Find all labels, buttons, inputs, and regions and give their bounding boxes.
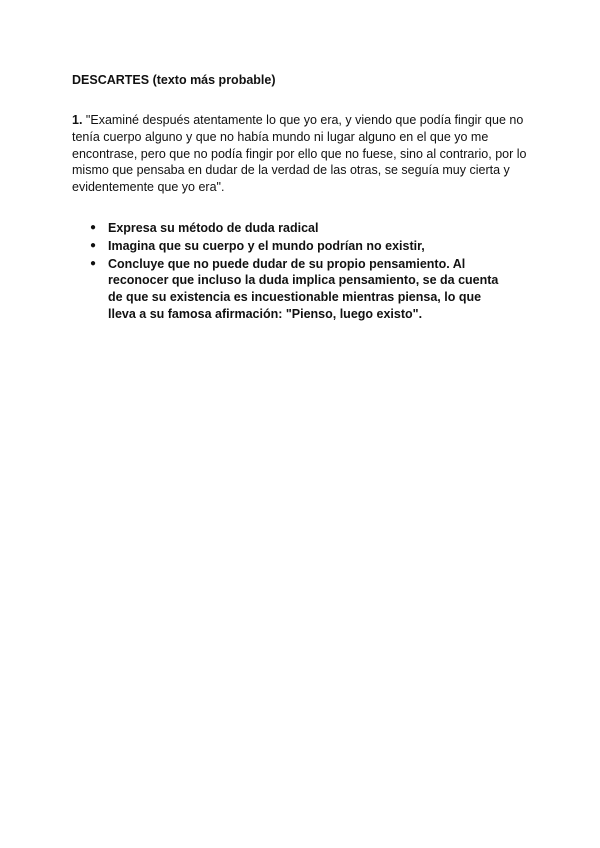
quote-text: "Examiné después atentamente lo que yo era, y viendo que podía fingir que no tenía cuerpo alguno y que no había mundo ni lugar alguno en el que yo me encontrase, pero que no podía fingir por ello que no fuese, sino al contrario, por lo mismo que pensaba en dudar de la verdad de las otras, se seguía muy cierta y evidentemente que yo era".: [72, 113, 527, 195]
list-item: [90, 256, 510, 323]
bullet-icon: ●: [90, 257, 97, 269]
quote-number: 1.: [72, 113, 83, 127]
document-title: DESCARTES (texto más probable): [72, 73, 276, 87]
list-item: [90, 220, 510, 237]
point-text: Concluye que no puede dudar de su propio pensamiento. Al reconocer que incluso la duda implica pensamiento, se da cuenta de que su existencia es incuestionable mientras piensa, lo que lleva a su famosa afirmación: "Pienso, luego existo".: [108, 256, 499, 321]
point-text: Imagina que su cuerpo y el mundo podrían no existir,: [108, 238, 425, 253]
analysis-points-list: [90, 220, 510, 323]
bullet-icon: ●: [90, 239, 97, 251]
bullet-icon: ●: [90, 221, 97, 233]
quote-paragraph: [72, 112, 528, 196]
list-item: [90, 238, 510, 255]
point-text: Expresa su método de duda radical: [108, 220, 319, 235]
